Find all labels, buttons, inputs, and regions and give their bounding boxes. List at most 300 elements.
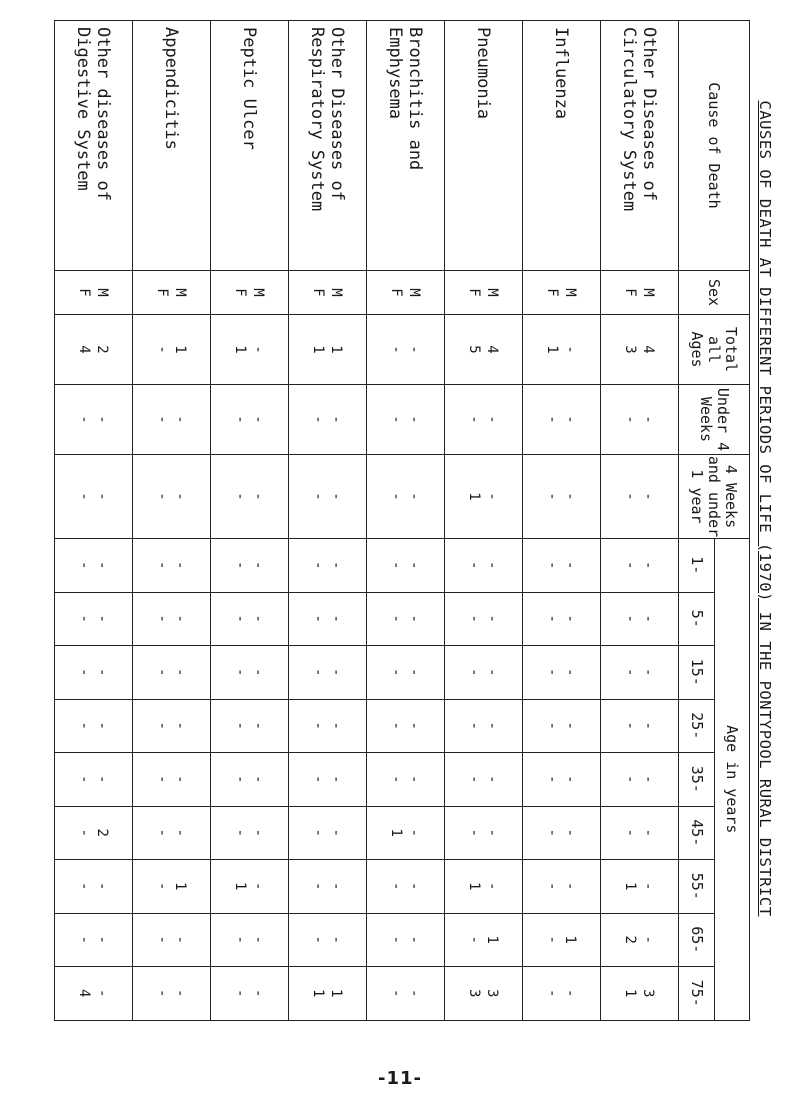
age-cell-male: - [406, 828, 423, 837]
age-cell-male: - [484, 828, 501, 837]
age-cell-male: - [250, 561, 267, 570]
age-cell [601, 539, 679, 593]
age-cell-male: - [94, 882, 111, 891]
total-cell-male: - [562, 345, 579, 354]
sex-cell [211, 271, 289, 315]
total-cell-female: 1 [544, 345, 561, 354]
age-cell-female: - [544, 828, 561, 837]
age-cell [211, 967, 289, 1021]
age-cell-female: - [76, 882, 93, 891]
age-cell [55, 699, 133, 753]
age-cell-male: - [172, 721, 189, 730]
under-4-weeks-cell-female: - [388, 415, 405, 424]
age-cell-male: - [250, 882, 267, 891]
under-4-weeks-cell [133, 385, 211, 455]
age-cell-female: - [388, 775, 405, 784]
rotated-table-block [60, 20, 780, 1020]
age-cell-female: - [76, 668, 93, 677]
age-cell-male: - [562, 989, 579, 998]
under-4-weeks-cell [367, 385, 445, 455]
age-cell-female: - [154, 989, 171, 998]
header-sex: Sex [679, 271, 750, 315]
causes-of-death-table [54, 20, 780, 1021]
age-cell-male: - [484, 668, 501, 677]
age-cell-female: 2 [622, 935, 639, 944]
total-cell-female: 5 [466, 345, 483, 354]
cause-of-death: Peptic Ulcer [211, 21, 289, 271]
sex-label-f: F [310, 288, 327, 297]
age-cell-male: - [250, 614, 267, 623]
under-4-weeks-cell-male: - [484, 415, 501, 424]
age-cell-male: - [94, 614, 111, 623]
under-4-weeks-cell-female: - [544, 415, 561, 424]
header-total: Total all Ages [679, 315, 750, 385]
header-age-4: 35- [679, 753, 715, 807]
age-cell-female: - [232, 935, 249, 944]
age-cell [133, 806, 211, 860]
age-cell [445, 860, 523, 914]
age-cell-male: - [562, 882, 579, 891]
age-cell [289, 860, 367, 914]
age-cell [601, 646, 679, 700]
age-cell-male: - [94, 561, 111, 570]
age-cell-female: - [544, 668, 561, 677]
age-cell-male: - [250, 935, 267, 944]
total-cell-female: - [154, 345, 171, 354]
age-cell-male: - [250, 668, 267, 677]
age-cell-male: - [640, 668, 657, 677]
sex-label-m: M [640, 288, 657, 297]
age-cell-male: - [328, 828, 345, 837]
sex-cell [367, 271, 445, 315]
age-cell-female: - [76, 828, 93, 837]
age-cell [523, 913, 601, 967]
age-cell-female: - [622, 828, 639, 837]
age-cell-male: - [172, 668, 189, 677]
total-cell [367, 315, 445, 385]
total-cell-male: 4 [484, 345, 501, 354]
age-cell-female: - [76, 775, 93, 784]
age-cell-female: - [310, 882, 327, 891]
age-cell-male: - [640, 935, 657, 944]
age-cell-female: - [544, 935, 561, 944]
age-cell [523, 539, 601, 593]
header-age-8: 75- [679, 967, 715, 1021]
age-cell-female: 1 [466, 882, 483, 891]
total-cell [601, 315, 679, 385]
age-cell-female: - [232, 721, 249, 730]
age-cell-male: - [484, 882, 501, 891]
age-cell [445, 913, 523, 967]
sex-cell [601, 271, 679, 315]
total-cell [445, 315, 523, 385]
age-cell-female: - [544, 721, 561, 730]
total-cell [211, 315, 289, 385]
age-cell-female: - [388, 668, 405, 677]
age-cell [55, 806, 133, 860]
weeks-to-year-cell [211, 455, 289, 539]
header-age-3: 25- [679, 699, 715, 753]
sex-label-f: F [622, 288, 639, 297]
age-cell [601, 699, 679, 753]
age-cell [211, 592, 289, 646]
total-cell-male: 2 [94, 345, 111, 354]
under-4-weeks-cell-male: - [250, 415, 267, 424]
age-cell-male: - [328, 882, 345, 891]
sex-cell [133, 271, 211, 315]
age-cell-male: - [328, 721, 345, 730]
cause-of-death: Other Diseases of Circulatory System [601, 21, 679, 271]
under-4-weeks-cell-female: - [76, 415, 93, 424]
age-cell-male: - [172, 561, 189, 570]
sex-label-m: M [172, 288, 189, 297]
age-cell-male: - [406, 989, 423, 998]
cause-of-death: Bronchitis and Emphysema [367, 21, 445, 271]
age-cell-female: - [76, 935, 93, 944]
age-cell-male: - [562, 668, 579, 677]
age-cell-male: - [250, 828, 267, 837]
age-cell-male: - [640, 561, 657, 570]
age-cell-female: - [310, 935, 327, 944]
age-cell-female: - [232, 775, 249, 784]
age-cell [523, 806, 601, 860]
age-cell-male: 1 [328, 989, 345, 998]
age-cell-female: - [310, 775, 327, 784]
age-cell [289, 699, 367, 753]
age-cell [133, 699, 211, 753]
weeks-to-year-cell-male: - [640, 492, 657, 501]
age-cell-female: - [154, 828, 171, 837]
age-cell-male: - [562, 614, 579, 623]
age-cell-female: - [544, 775, 561, 784]
age-cell-female: 1 [388, 828, 405, 837]
total-cell-female: 1 [310, 345, 327, 354]
age-cell-female: - [76, 614, 93, 623]
table-row [367, 21, 445, 1021]
weeks-to-year-cell-female: - [388, 492, 405, 501]
age-cell [367, 967, 445, 1021]
cause-of-death: Other Diseases of Respiratory System [289, 21, 367, 271]
weeks-to-year-cell [445, 455, 523, 539]
weeks-to-year-cell-female: - [76, 492, 93, 501]
table-row [445, 21, 523, 1021]
age-cell-male: - [94, 935, 111, 944]
age-cell [133, 967, 211, 1021]
age-cell [55, 753, 133, 807]
age-cell-male: - [94, 668, 111, 677]
age-cell-female: - [388, 935, 405, 944]
sex-label-f: F [232, 288, 249, 297]
under-4-weeks-cell-female: - [310, 415, 327, 424]
sex-label-f: F [154, 288, 171, 297]
header-age-0: 1- [679, 539, 715, 593]
weeks-to-year-cell-female: - [154, 492, 171, 501]
header-age-5: 45- [679, 806, 715, 860]
age-cell-female: - [388, 989, 405, 998]
weeks-to-year-cell-male: - [484, 492, 501, 501]
age-cell-female: - [154, 561, 171, 570]
sex-label-m: M [562, 288, 579, 297]
age-cell-female: - [388, 561, 405, 570]
age-cell [55, 646, 133, 700]
age-cell [289, 967, 367, 1021]
weeks-to-year-cell-female: - [232, 492, 249, 501]
age-cell [133, 913, 211, 967]
age-cell-female: - [466, 775, 483, 784]
age-cell [289, 539, 367, 593]
under-4-weeks-cell-male: - [328, 415, 345, 424]
weeks-to-year-cell-male: - [250, 492, 267, 501]
age-cell [211, 860, 289, 914]
age-cell-female: - [622, 614, 639, 623]
age-cell [289, 592, 367, 646]
under-4-weeks-cell-male: - [406, 415, 423, 424]
age-cell [211, 699, 289, 753]
age-cell-male: - [406, 561, 423, 570]
age-cell-male: - [406, 775, 423, 784]
age-cell-female: - [232, 989, 249, 998]
age-cell-female: - [76, 561, 93, 570]
age-cell-female: - [622, 775, 639, 784]
table-row [523, 21, 601, 1021]
age-cell [523, 967, 601, 1021]
sex-label-m: M [484, 288, 501, 297]
under-4-weeks-cell [601, 385, 679, 455]
cause-of-death: Pneumonia [445, 21, 523, 271]
under-4-weeks-cell [211, 385, 289, 455]
age-cell [211, 753, 289, 807]
under-4-weeks-cell-female: - [622, 415, 639, 424]
page-number: -11- [378, 1068, 422, 1089]
age-cell-male: - [250, 721, 267, 730]
age-cell-female: - [154, 882, 171, 891]
age-cell [55, 860, 133, 914]
age-cell-female: - [154, 614, 171, 623]
age-cell [367, 806, 445, 860]
age-cell [367, 913, 445, 967]
age-cell [601, 806, 679, 860]
sex-label-f: F [544, 288, 561, 297]
under-4-weeks-cell-female: - [466, 415, 483, 424]
sex-cell [55, 271, 133, 315]
age-cell [445, 699, 523, 753]
age-cell [133, 539, 211, 593]
age-cell-male: - [484, 721, 501, 730]
age-cell-female: - [232, 614, 249, 623]
header-age-6: 55- [679, 860, 715, 914]
table-title: CAUSES OF DEATH AT DIFFERENT PERIODS OF LIFE (1970) IN THE PONTYPOOL RURAL DISTRICT [756, 100, 774, 917]
sex-cell [445, 271, 523, 315]
age-cell-female: 1 [622, 989, 639, 998]
age-cell-male: - [562, 775, 579, 784]
age-cell [523, 753, 601, 807]
header-cause: Cause of Death [679, 21, 750, 271]
sex-label-f: F [76, 288, 93, 297]
age-cell-female: - [232, 828, 249, 837]
age-cell-male: - [328, 775, 345, 784]
age-cell-female: - [544, 989, 561, 998]
age-cell-male: - [406, 614, 423, 623]
age-cell [211, 646, 289, 700]
age-cell-female: - [544, 561, 561, 570]
age-cell [211, 913, 289, 967]
age-cell [445, 753, 523, 807]
total-cell-male: - [250, 345, 267, 354]
age-cell-male: - [328, 614, 345, 623]
total-cell-male: 1 [172, 345, 189, 354]
age-cell [55, 539, 133, 593]
age-cell-male: - [640, 775, 657, 784]
under-4-weeks-cell [289, 385, 367, 455]
sex-label-m: M [94, 288, 111, 297]
under-4-weeks-cell [445, 385, 523, 455]
total-cell-female: - [388, 345, 405, 354]
age-cell-male: - [328, 668, 345, 677]
age-cell [367, 592, 445, 646]
age-cell-female: - [232, 561, 249, 570]
age-cell-female: - [622, 561, 639, 570]
sex-label-f: F [388, 288, 405, 297]
age-cell-male: 1 [562, 935, 579, 944]
under-4-weeks-cell-male: - [172, 415, 189, 424]
age-cell-male: - [406, 668, 423, 677]
age-cell-female: - [310, 614, 327, 623]
age-cell [367, 860, 445, 914]
age-cell-female: - [154, 668, 171, 677]
age-cell [523, 646, 601, 700]
header-age-7: 65- [679, 913, 715, 967]
age-cell [523, 592, 601, 646]
weeks-to-year-cell-male: - [406, 492, 423, 501]
age-cell-female: - [154, 721, 171, 730]
header-under-4-weeks: Under 4 Weeks [679, 385, 750, 455]
age-cell-male: - [640, 882, 657, 891]
sex-label-m: M [406, 288, 423, 297]
age-cell [523, 699, 601, 753]
age-cell [367, 539, 445, 593]
age-cell-female: - [622, 721, 639, 730]
age-cell-female: - [466, 561, 483, 570]
age-cell [211, 806, 289, 860]
age-cell-male: - [562, 721, 579, 730]
age-cell-female: 3 [466, 989, 483, 998]
under-4-weeks-cell [523, 385, 601, 455]
total-cell [289, 315, 367, 385]
age-cell [133, 860, 211, 914]
age-cell [367, 699, 445, 753]
table-row [55, 21, 133, 1021]
age-cell-male: - [172, 828, 189, 837]
age-cell-male: - [640, 828, 657, 837]
total-cell [523, 315, 601, 385]
header-age-2: 15- [679, 646, 715, 700]
cause-of-death: Appendicitis [133, 21, 211, 271]
age-cell-female: - [622, 668, 639, 677]
age-cell-male: 3 [640, 989, 657, 998]
age-cell [601, 913, 679, 967]
age-cell [133, 753, 211, 807]
age-cell-male: - [406, 721, 423, 730]
under-4-weeks-cell-female: - [232, 415, 249, 424]
age-cell-female: - [310, 561, 327, 570]
total-cell-female: 4 [76, 345, 93, 354]
age-cell-female: 1 [232, 882, 249, 891]
under-4-weeks-cell-male: - [562, 415, 579, 424]
age-cell-female: 1 [310, 989, 327, 998]
table-row [289, 21, 367, 1021]
sex-label-m: M [328, 288, 345, 297]
age-cell-female: - [76, 721, 93, 730]
under-4-weeks-cell-female: - [154, 415, 171, 424]
weeks-to-year-cell-male: - [94, 492, 111, 501]
age-cell-male: - [172, 614, 189, 623]
age-cell-male: - [250, 989, 267, 998]
age-cell [133, 646, 211, 700]
weeks-to-year-cell [55, 455, 133, 539]
age-cell [601, 860, 679, 914]
weeks-to-year-cell-male: - [562, 492, 579, 501]
age-cell-male: - [406, 935, 423, 944]
age-cell-male: - [562, 561, 579, 570]
age-cell [289, 806, 367, 860]
age-cell-male: - [484, 561, 501, 570]
total-cell-female: 1 [232, 345, 249, 354]
age-cell [601, 753, 679, 807]
age-cell [55, 592, 133, 646]
total-cell [133, 315, 211, 385]
total-cell-male: - [406, 345, 423, 354]
table-row [601, 21, 679, 1021]
age-cell-female: - [544, 882, 561, 891]
age-cell-female: - [466, 721, 483, 730]
age-cell-male: - [640, 614, 657, 623]
age-cell [445, 806, 523, 860]
age-cell [289, 913, 367, 967]
age-cell-male: 2 [94, 828, 111, 837]
age-cell [55, 967, 133, 1021]
age-cell-female: - [466, 935, 483, 944]
table-row [211, 21, 289, 1021]
cause-of-death: Other diseases of Digestive System [55, 21, 133, 271]
sex-label-m: M [250, 288, 267, 297]
age-cell [601, 967, 679, 1021]
age-cell [445, 967, 523, 1021]
age-cell-male: 1 [484, 935, 501, 944]
age-cell-female: - [388, 721, 405, 730]
weeks-to-year-cell [367, 455, 445, 539]
age-cell-female: - [232, 668, 249, 677]
sex-cell [289, 271, 367, 315]
age-cell-male: 1 [172, 882, 189, 891]
age-cell [601, 592, 679, 646]
age-cell [211, 539, 289, 593]
age-cell-male: - [328, 935, 345, 944]
age-cell-male: - [406, 882, 423, 891]
under-4-weeks-cell-male: - [640, 415, 657, 424]
header-age-1: 5- [679, 592, 715, 646]
age-cell-female: - [466, 668, 483, 677]
total-cell-male: 1 [328, 345, 345, 354]
weeks-to-year-cell-female: - [544, 492, 561, 501]
total-cell [55, 315, 133, 385]
age-cell [367, 646, 445, 700]
age-cell-female: - [154, 935, 171, 944]
weeks-to-year-cell [601, 455, 679, 539]
weeks-to-year-cell-male: - [328, 492, 345, 501]
age-cell-male: - [94, 721, 111, 730]
total-cell-male: 4 [640, 345, 657, 354]
age-cell-male: - [250, 775, 267, 784]
